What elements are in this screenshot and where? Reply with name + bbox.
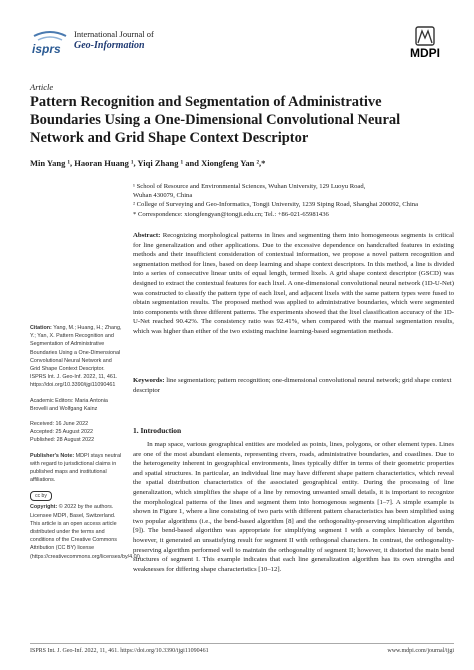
footer-divider (30, 643, 454, 644)
received-date: Received: 16 June 2022 (30, 421, 89, 428)
keywords-text: line segmentation; pattern recognition; one-dimensional convolutional neural network; grid shape context descriptor (133, 377, 452, 394)
mdpi-logo (400, 26, 450, 60)
keywords-label: Keywords: (133, 377, 165, 384)
paper-title: Pattern Recognition and Segmentation of Administrative Boundaries Using a One-Dimensional Convolutional Neural Network and Grid Shape Context Descriptor (30, 94, 401, 146)
publisher-note (30, 452, 122, 485)
keywords (133, 376, 454, 395)
intro-paragraph: In map space, various geographical entities are modeled as points, lines, polygons, or other element types. Lines are one of the most abundant elements, representing rivers, roads, administrative boundaries, and coastlines. Due to the heterogeneity inherent in geographical environments, lines typically differ in terms of their geometric properties and spatial structures. In particular, an individual line may have different shape pattern characteristics, which reveal the spatial distribution characteristics of the associated geographical entity. During the processing of line generalization, which simplifies the shape of a line by removing unwanted small details, it is important to recognize the morphological patterns of the lines and segment them into homogenous segments [1–7]. A simple example is shown in Figure 1, where a line consisting of two parts with different pattern characteristics has been simplified using two popular algorithms (i.e., the bend-based algorithm [8] and the orthogonality-preserving simplification algorithm [9]). The bend-based algorithm was appropriate for simplifying segment I with a complex hierarchy of bends, however, it generated an unsatisfying result for segment II with orthogonal characters. In contrast, the orthogonality-preserving algorithm performed well to maintain the orthogonality of segment II; however, it distorted the main bend structures of segment I. This example indicates that each line generalization algorithm has its own strengths and weaknesses for differing shape characteristics [10–12]. (133, 441, 454, 573)
accepted-date: Accepted: 25 August 2022 (30, 429, 93, 436)
dates (30, 420, 122, 445)
citation-text: Yang, M.; Huang, H.; Zhang, Y.; Yan, X. Pattern Recognition and Segmentation of Administrative Boundaries Using a One-Dimensional Convolutional Neural Network and Grid Shape Context Descriptor. ISPRS Int. J. Geo-Inf. 2022, 11, 461. https://doi.org/10.3390/ijgi11090461 (30, 325, 122, 389)
affiliations (133, 182, 453, 219)
journal-line1: International Journal of (74, 29, 154, 39)
abstract-text: Recognizing morphological patterns in lines and segmenting them into homogeneous segments is critical for line generalization and other applications. Due to the excessive dependence on handcrafted features in existing methods and their insufficient consideration of contextual information, we propose a novel pattern recognition and segmentation method for lines, based on deep learning and shape context descriptors. In this method, a line is divided into a series of consecutive linear units of equal length, termed lixels. A grid shape context descriptor (GSCD) was designed to extract the contextual features for each lixel. A one-dimensional convolutional neural network (1D-U-Net) was constructed to classify the pattern type of each lixel, and adjacent lixels with the same pattern types were fused to obtain segmentation results. The proposed method was applied to administrative boundaries, which were segmented into components with three different patterns. The experiments showed that the lixel classification accuracy of the 1D-U-Net reached 90.42%. The consistency ratio was 92.41%, when compared with the manual segmentation results, which was higher than either of the two existing machine learning-based segmentation methods. (133, 232, 454, 335)
abstract (133, 231, 454, 337)
journal-name (74, 29, 154, 51)
copyright-label: Copyright: (30, 504, 58, 511)
copyright (30, 503, 142, 560)
footer-journal-url[interactable]: www.mdpi.com/journal/ijgi (387, 648, 454, 654)
authors: Min Yang ¹, Haoran Huang ¹, Yiqi Zhang ¹ and Xiongfeng Yan ²,* (30, 158, 266, 168)
academic-editors: Academic Editors: Maria Antonia Brovelli and Wolfgang Kainz (30, 397, 108, 412)
section-heading: 1. Introduction (133, 426, 182, 435)
footer-citation[interactable]: ISPRS Int. J. Geo-Inf. 2022, 11, 461. https://doi.org/10.3390/ijgi11090461 (30, 648, 209, 654)
publisher-note-label: Publisher's Note: (30, 452, 75, 459)
published-date: Published: 28 August 2022 (30, 437, 95, 444)
journal-line2: Geo-Information (74, 40, 145, 51)
correspondence-line: * Correspondence: xiongfengyan@tongji.edu.cn; Tel.: +86-021-65981436 (133, 210, 329, 218)
isprs-logo (30, 28, 70, 58)
svg-text:isprs: isprs (32, 42, 61, 56)
sidebar (30, 324, 142, 568)
publisher-note-text: MDPI stays neutral with regard to jurisdictional claims in published maps and institutional affiliations. (30, 452, 122, 484)
citation (30, 324, 122, 390)
article-type: Article (30, 82, 54, 92)
copyright-text: © 2022 by the authors. Licensee MDPI, Basel, Switzerland. This article is an open access article distributed under the terms and conditions of the Creative Commons Attribution (CC BY) license (https://creativecommons.org/licenses/by/4.0/). (30, 504, 142, 560)
abstract-label: Abstract: (133, 232, 161, 239)
cc-by-badge[interactable]: cc by (30, 491, 52, 501)
svg-text:MDPI: MDPI (410, 46, 440, 60)
affiliation-line: ² College of Surveying and Geo-Informatics, Tongji University, 1239 Siping Road, Shanghai 200092, China (133, 201, 419, 209)
affiliation-line: Wuhan 430079, China (133, 192, 193, 200)
citation-label: Citation: (30, 325, 52, 331)
affiliation-line: ¹ School of Resource and Environmental Sciences, Wuhan University, 129 Luoyu Road, (133, 183, 366, 190)
